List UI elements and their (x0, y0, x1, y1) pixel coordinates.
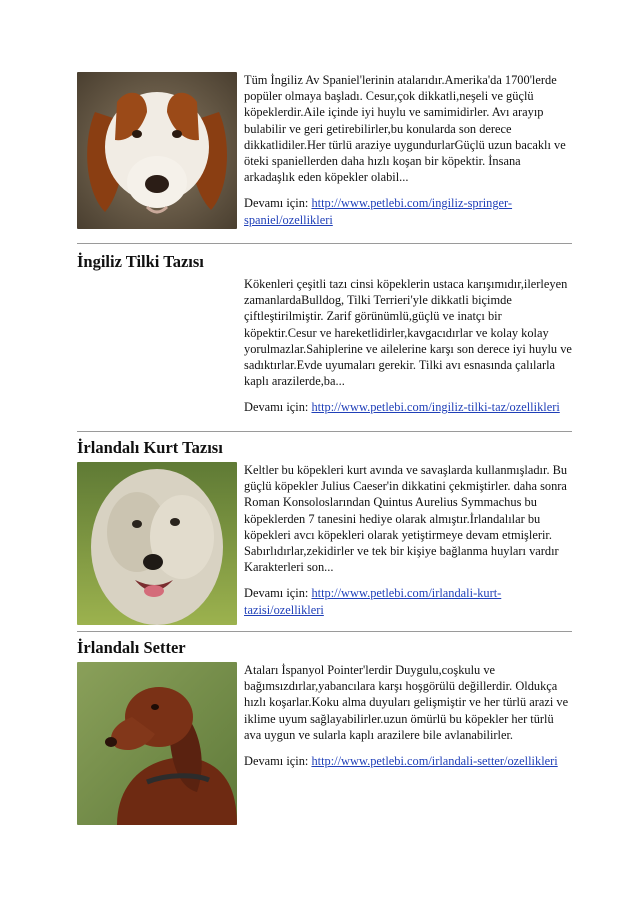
springer-spaniel-photo (77, 72, 237, 229)
more-label: Devamı için: (244, 586, 309, 601)
more-label: Devamı için: (244, 400, 309, 415)
more-info-line (244, 195, 572, 227)
breed-title: İngiliz Tilki Tazısı (77, 252, 204, 271)
breed-text (244, 72, 572, 228)
section-divider (77, 243, 572, 244)
breed-description: Ataları İspanyol Pointer'lerdir Duygulu,coşkulu ve bağımsızdırlar,yabancılara karşı hoşgörülü değillerdir. Oldukça hızlı koşarlar.Koku alma duyuları gelişmiştir ve her türlü arazi ve iklime uyum sağlayabilirler.uzun ömürlü bu köpekler her türlü ava uygun ve sularla kaplı arazilere bile avlanabilirler. (244, 663, 569, 742)
breed-entry-irish-setter (77, 638, 572, 769)
irish-setter-photo (77, 662, 237, 825)
section-divider (77, 431, 572, 432)
more-label: Devamı için: (244, 196, 309, 211)
more-info-line (244, 753, 572, 769)
breed-link[interactable]: http://www.petlebi.com/ingiliz-springer-spaniel/ozellikleri (244, 196, 513, 227)
breed-text (244, 462, 572, 618)
more-info-line (244, 399, 572, 415)
more-info-line (244, 585, 572, 617)
breed-entry-irish-wolfhound (77, 438, 572, 617)
breed-link[interactable]: http://www.petlebi.com/ingiliz-tilki-taz/ozellikleri (311, 400, 560, 415)
breed-description: Tüm İngiliz Av Spaniel'lerinin atalarıdır.Amerika'da 1700'lerde popüler olmaya başladı. Cesur,çok dikkatli,neşeli ve güçlü köpeklerdir.Aile içinde iyi huylu ve samimidirler. Avı arayıp bulabilir ve geri getirebilirler,bu konularda son derece dikkatlidiler.Her türlü araziye uygundurlarGüçlü uzun bacaklı ve öteki spaniellerden daha hızlı koşan bir köpektir. İnsana arkadaşlık eden köpekler olabil... (244, 73, 566, 185)
breed-text (244, 276, 572, 416)
irish-wolfhound-photo (77, 462, 237, 625)
breed-link[interactable]: http://www.petlebi.com/irlandali-kurt-tazisi/ozellikleri (244, 586, 502, 617)
breed-description: Kökenleri çeşitli tazı cinsi köpeklerin ustaca karışımıdır,ilerleyen zamanlardaBulldog, Tilki Terrieri'yle dikkatli biçimde çiftleştirilmiştir. Zarif görünümlü,güçlü ve inatçı bir köpektir.Cesur ve hareketlidirler,kavgacıdırlar ve kolay kolay yorulmazlar.Sahiplerine ve ailelerine karşı son derece iyi huylu ve sadıktırlar.Evde uyumaları gerekir. Tilki avı esnasında çalılarla kaplı arazilerde,ba... (244, 277, 572, 389)
section-divider (77, 631, 572, 632)
more-label: Devamı için: (244, 754, 309, 769)
breed-title: İrlandalı Setter (77, 638, 186, 657)
breed-description: Keltler bu köpekleri kurt avında ve savaşlarda kullanmışladır. Bu güçlü köpekler Julius Caeser'in dikkatini çekmiştirler. daha sonra Roman Konsoloslarından Quintus Aurelius Symmachus bu köpeklerden 7 tanesini hediye olarak almıştır.İrlandalılar bu köpekleri avcı köpekleri olarak yetiştirmeye devam etmişlerir. Sabırlıdırlar,zekidirler ve tek bir kişiye bağlanma huyları vardır Karakterleri son... (244, 463, 568, 575)
breed-title: İrlandalı Kurt Tazısı (77, 438, 223, 457)
breed-entry-english-foxhound (77, 252, 572, 415)
breed-link[interactable]: http://www.petlebi.com/irlandali-setter/ozellikleri (311, 754, 558, 769)
breed-text (244, 662, 572, 769)
